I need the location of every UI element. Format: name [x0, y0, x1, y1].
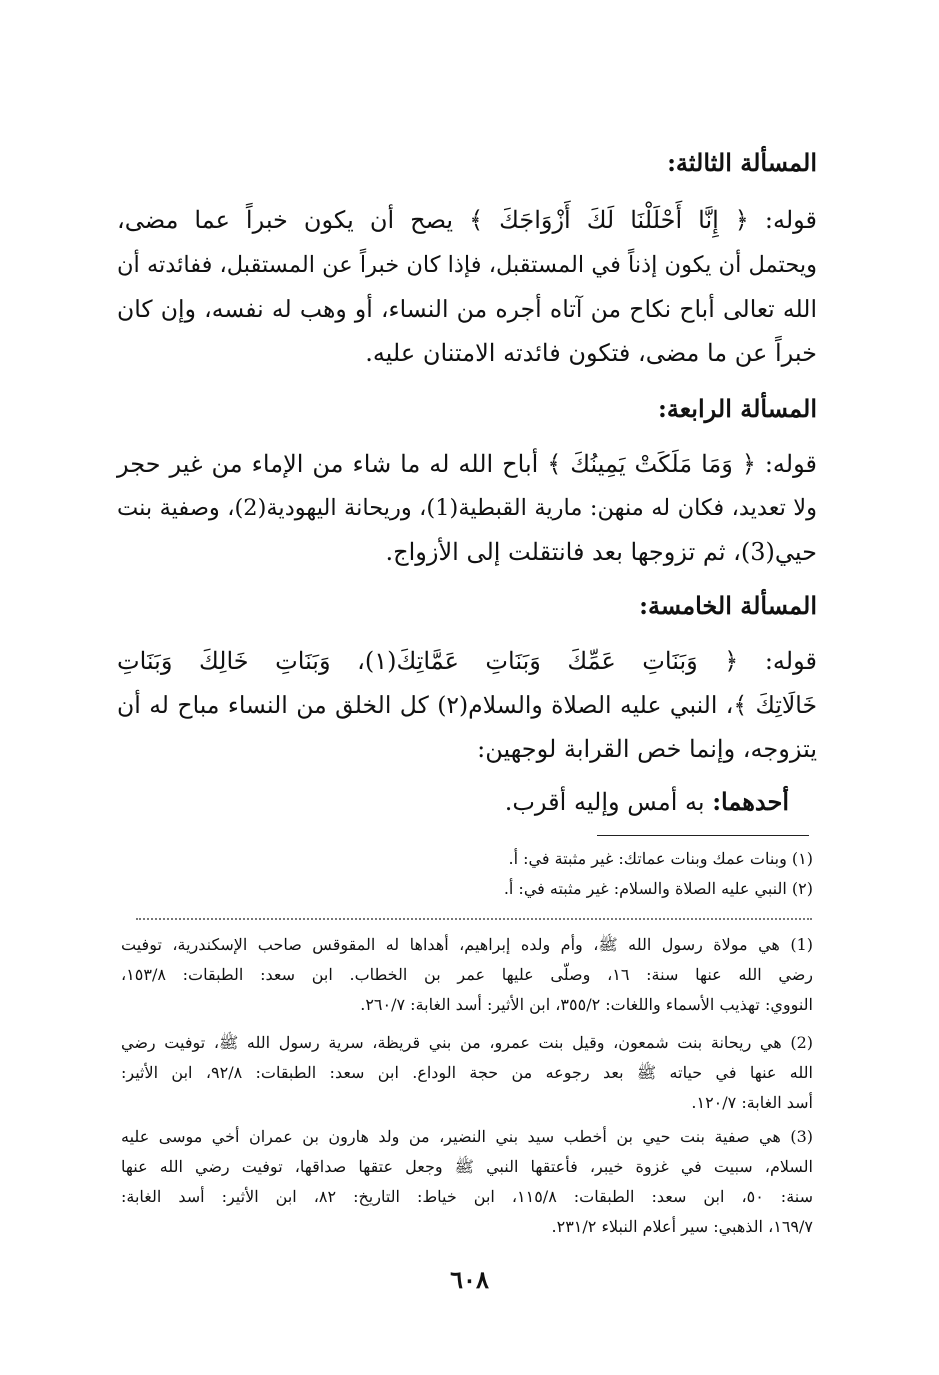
paragraph-4-line-1: قوله: ﴿ وَمَا مَلَكَتْ يَمِينُكَ ﴾ أباح الله له ما شاء من الإماء من غير حجر — [117, 450, 817, 478]
footnote-2-line-3: أسد الغابة: ١٢٠/٧. — [691, 1093, 813, 1112]
footnote-2-line-1: (2) هي ريحانة بنت شمعون، وقيل بنت عمرو، من بني قريظة، سرية رسول الله ﷺ، توفيت رضي — [121, 1033, 813, 1052]
section-heading-3: المسألة الثالثة: — [667, 148, 817, 177]
footnote-1-line-1: (1) هي مولاة رسول الله ﷺ، وأم ولده إبراهيم، أهداها له المقوقس صاحب الإسكندرية، توفيت — [121, 935, 813, 954]
paragraph-3-line-2: ويحتمل أن يكون إذناً في المستقبل، فإذا كان خبراً عن المستقبل، ففائدته أن — [117, 252, 817, 278]
footnote-3-line-1: (3) هي صفية بنت حيي بن أخطب سيد بني النضير، من ولد هارون بن عمران أخي موسى عليه — [121, 1127, 813, 1146]
paragraph-5-line-3: يتزوجه، وإنما خص القرابة لوجهين: — [477, 735, 817, 763]
variant-note-2: (٢) النبي عليه الصلاة والسلام: غير مثبته في: أ. — [503, 879, 813, 898]
paragraph-5-line-1: قوله: ﴿ وَبَنَاتِ عَمِّكَ وَبَنَاتِ عَمَّاتِكَ(١)، وَبَنَاتِ خَالِكَ وَبَنَاتِ — [117, 647, 817, 675]
paragraph-5-point-1 — [89, 785, 789, 819]
point-label: أحدهما: — [712, 787, 789, 816]
footnote-1-line-3: النووي: تهذيب الأسماء واللغات: ٣٥٥/٢، ابن الأثير: أسد الغابة: ٢٦٠/٧. — [360, 995, 813, 1014]
dotted-divider — [136, 918, 812, 920]
footnote-2-line-2: الله عنها في حياته ﷺ بعد رجوعه من حجة الوداع. ابن سعد: الطبقات: ٩٢/٨، ابن الأثير: — [121, 1063, 813, 1082]
page-number: ٦٠٨ — [450, 1265, 489, 1294]
point-text: به أمس وإليه أقرب. — [504, 788, 705, 816]
paragraph-4-line-2: ولا تعديد، فكان له منهن: مارية القبطية(1)، وريحانة اليهودية(2)، وصفية بنت — [117, 495, 817, 521]
variant-note-1: (١) وبنات عمك وبنات عماتك: غير مثبتة في: أ. — [508, 849, 813, 868]
footnote-3-line-3: سنة: ٥٠، ابن سعد: الطبقات: ١١٥/٨، ابن خياط: التاريخ: ٨٢، ابن الأثير: أسد الغابة: — [121, 1187, 814, 1206]
footnote-3-line-4: ١٦٩/٧، الذهبي: سير أعلام النبلاء ٢٣١/٢. — [551, 1217, 813, 1236]
paragraph-3-line-3: الله تعالى أباح نكاح من آتاه أجره من النساء، أو وهب له نفسه، وإن كان — [117, 295, 817, 323]
footnote-3-line-2: السلام، سبيت في غزوة خيبر، فأعتقها النبي ﷺ وجعل عتقها صداقها، توفيت رضي الله عنها — [121, 1157, 813, 1176]
paragraph-3-line-4: خبراً عن ما مضى، فتكون فائدته الامتنان عليه. — [365, 339, 817, 367]
paragraph-5-line-2: خَالَاتِكَ ﴾، النبي عليه الصلاة والسلام(٢) كل الخلق من النساء مباح له أن — [117, 691, 817, 719]
paragraph-3-line-1: قوله: ﴿ إِنَّا أَحْلَلْنَا لَكَ أَزْوَاجَكَ ﴾ يصح أن يكون خبراً عما مضى، — [117, 206, 817, 234]
footnote-1-line-2: رضي الله عنها سنة: ١٦، وصلّى عليها عمر بن الخطاب. ابن سعد: الطبقات: ١٥٣/٨، — [121, 965, 814, 984]
section-heading-5: المسألة الخامسة: — [639, 591, 817, 620]
footnote-separator — [597, 835, 809, 836]
section-heading-4: المسألة الرابعة: — [658, 394, 817, 423]
paragraph-4-line-3: حيي(3)، ثم تزوجها بعد فانتقلت إلى الأزواج. — [385, 538, 817, 566]
